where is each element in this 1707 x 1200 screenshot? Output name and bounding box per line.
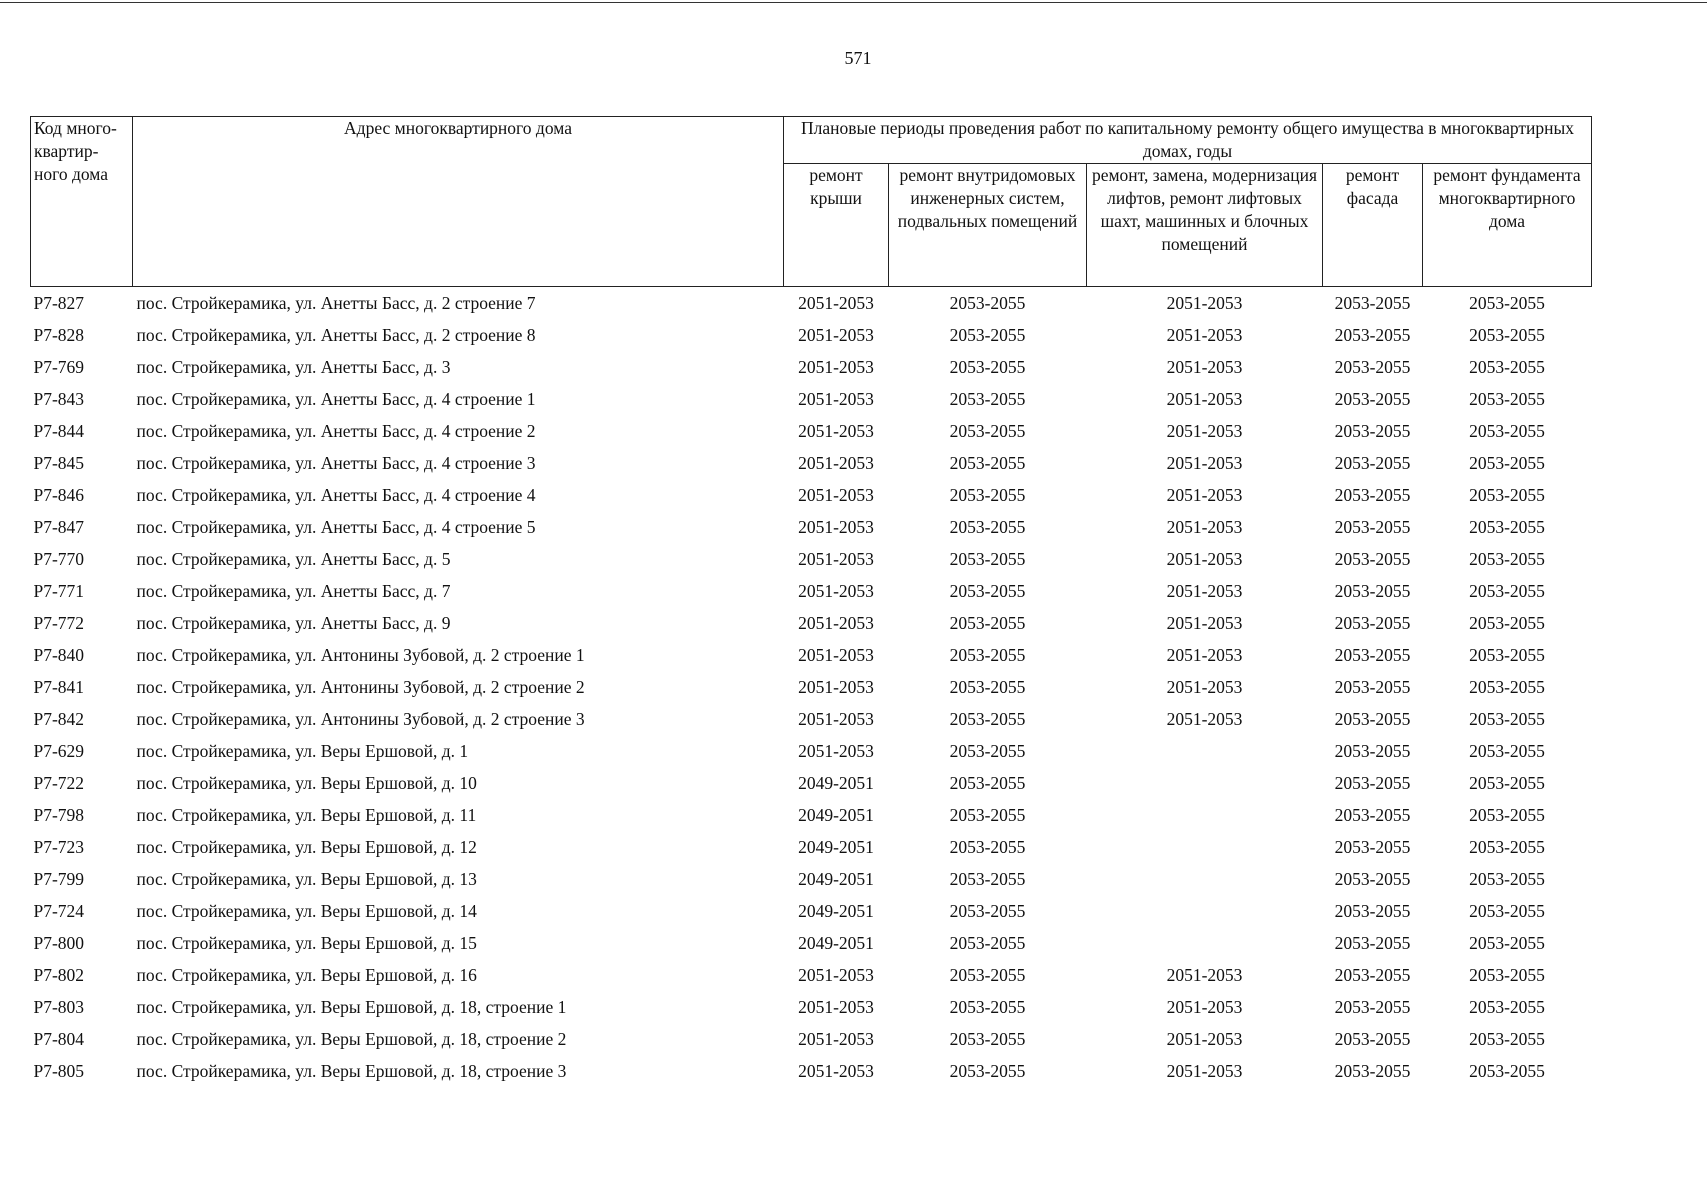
- roof-period-cell: 2051-2053: [798, 644, 874, 665]
- header-roof-repair: ремонт крыши: [784, 164, 889, 287]
- roof-period-cell: 2051-2053: [798, 964, 874, 985]
- building-code-cell: Р7-842: [33, 708, 85, 729]
- building-code-cell: Р7-771: [33, 580, 85, 601]
- facade-period-cell: 2053-2055: [1334, 612, 1411, 633]
- facade-period-cell: 2053-2055: [1334, 772, 1411, 793]
- building-code-cell: Р7-843: [33, 388, 85, 409]
- foundation-period-cell: 2053-2055: [1469, 804, 1545, 825]
- engineering-period-cell: 2053-2055: [949, 324, 1026, 345]
- roof-period-cell: 2051-2053: [798, 356, 874, 377]
- lift-period-cell: 2051-2053: [1166, 484, 1243, 505]
- foundation-period-cell: 2053-2055: [1469, 676, 1545, 697]
- roof-period-cell: 2051-2053: [798, 452, 874, 473]
- table-row: [31, 927, 1592, 959]
- address-cell: пос. Стройкерамика, ул. Веры Ершовой, д. 16: [136, 964, 477, 985]
- address-cell: пос. Стройкерамика, ул. Анетты Басс, д. 4 строение 4: [136, 484, 536, 505]
- lift-period-cell: 2051-2053: [1166, 420, 1243, 441]
- building-code-cell: Р7-827: [33, 292, 85, 313]
- header-engineering-systems: ремонт внутридомовых инженерных систем, подвальных помещений: [889, 164, 1087, 287]
- building-code-cell: Р7-770: [33, 548, 85, 569]
- facade-period-cell: 2053-2055: [1334, 292, 1411, 313]
- engineering-period-cell: 2053-2055: [949, 1060, 1026, 1081]
- address-cell: пос. Стройкерамика, ул. Анетты Басс, д. 7: [136, 580, 451, 601]
- foundation-period-cell: 2053-2055: [1469, 772, 1545, 793]
- facade-period-cell: 2053-2055: [1334, 644, 1411, 665]
- lift-period-cell: [1087, 927, 1323, 959]
- lift-period-cell: [1087, 799, 1323, 831]
- facade-period-cell: 2053-2055: [1334, 516, 1411, 537]
- foundation-period-cell: 2053-2055: [1469, 644, 1545, 665]
- roof-period-cell: 2049-2051: [798, 868, 874, 889]
- engineering-period-cell: 2053-2055: [949, 548, 1026, 569]
- roof-period-cell: 2051-2053: [798, 1028, 874, 1049]
- address-cell: пос. Стройкерамика, ул. Веры Ершовой, д. 14: [136, 900, 477, 921]
- foundation-period-cell: 2053-2055: [1469, 356, 1545, 377]
- engineering-period-cell: 2053-2055: [949, 900, 1026, 921]
- roof-period-cell: 2051-2053: [798, 580, 874, 601]
- table-row: [31, 351, 1592, 383]
- address-cell: пос. Стройкерамика, ул. Анетты Басс, д. 5: [136, 548, 451, 569]
- table-row: [31, 703, 1592, 735]
- building-code-cell: Р7-844: [33, 420, 85, 441]
- lift-period-cell: 2051-2053: [1166, 292, 1243, 313]
- header-planned-periods: Плановые периоды проведения работ по капитальному ремонту общего имущества в многоквартирных домах, годы: [784, 117, 1592, 164]
- foundation-period-cell: 2053-2055: [1469, 900, 1545, 921]
- facade-period-cell: 2053-2055: [1334, 484, 1411, 505]
- address-cell: пос. Стройкерамика, ул. Веры Ершовой, д. 10: [136, 772, 477, 793]
- building-code-cell: Р7-847: [33, 516, 85, 537]
- table-row: [31, 991, 1592, 1023]
- table-row: [31, 831, 1592, 863]
- lift-period-cell: 2051-2053: [1166, 644, 1243, 665]
- foundation-period-cell: 2053-2055: [1469, 580, 1545, 601]
- building-code-cell: Р7-799: [33, 868, 85, 889]
- facade-period-cell: 2053-2055: [1334, 676, 1411, 697]
- engineering-period-cell: 2053-2055: [949, 708, 1026, 729]
- address-cell: пос. Стройкерамика, ул. Веры Ершовой, д. 18, строение 1: [136, 996, 567, 1017]
- building-code-cell: Р7-802: [33, 964, 85, 985]
- lift-period-cell: [1087, 895, 1323, 927]
- table-row: [31, 1055, 1592, 1087]
- building-code-cell: Р7-828: [33, 324, 85, 345]
- building-code-cell: Р7-803: [33, 996, 85, 1017]
- table-row: [31, 319, 1592, 351]
- foundation-period-cell: 2053-2055: [1469, 612, 1545, 633]
- lift-period-cell: 2051-2053: [1166, 452, 1243, 473]
- foundation-period-cell: 2053-2055: [1469, 740, 1545, 761]
- building-code-cell: Р7-724: [33, 900, 85, 921]
- address-cell: пос. Стройкерамика, ул. Антонины Зубовой, д. 2 строение 3: [136, 708, 585, 729]
- building-code-cell: Р7-629: [33, 740, 85, 761]
- facade-period-cell: 2053-2055: [1334, 900, 1411, 921]
- engineering-period-cell: 2053-2055: [949, 644, 1026, 665]
- page-number: 571: [844, 48, 872, 68]
- top-border-line: [0, 2, 1707, 3]
- lift-period-cell: 2051-2053: [1166, 708, 1243, 729]
- roof-period-cell: 2051-2053: [798, 292, 874, 313]
- lift-period-cell: [1087, 735, 1323, 767]
- address-cell: пос. Стройкерамика, ул. Веры Ершовой, д. 12: [136, 836, 477, 857]
- facade-period-cell: 2053-2055: [1334, 708, 1411, 729]
- building-code-cell: Р7-845: [33, 452, 85, 473]
- table-row: [31, 1023, 1592, 1055]
- foundation-period-cell: 2053-2055: [1469, 324, 1545, 345]
- engineering-period-cell: 2053-2055: [949, 772, 1026, 793]
- engineering-period-cell: 2053-2055: [949, 996, 1026, 1017]
- table-body: [31, 287, 1592, 1088]
- table-row: [31, 671, 1592, 703]
- lift-period-cell: 2051-2053: [1166, 1060, 1243, 1081]
- address-cell: пос. Стройкерамика, ул. Веры Ершовой, д. 18, строение 2: [136, 1028, 567, 1049]
- table-row: [31, 511, 1592, 543]
- building-code-cell: Р7-804: [33, 1028, 85, 1049]
- address-cell: пос. Стройкерамика, ул. Веры Ершовой, д. 15: [136, 932, 477, 953]
- lift-period-cell: 2051-2053: [1166, 324, 1243, 345]
- engineering-period-cell: 2053-2055: [949, 580, 1026, 601]
- engineering-period-cell: 2053-2055: [949, 612, 1026, 633]
- foundation-period-cell: 2053-2055: [1469, 1028, 1545, 1049]
- roof-period-cell: 2051-2053: [798, 516, 874, 537]
- facade-period-cell: 2053-2055: [1334, 740, 1411, 761]
- roof-period-cell: 2049-2051: [798, 932, 874, 953]
- lift-period-cell: [1087, 831, 1323, 863]
- facade-period-cell: 2053-2055: [1334, 996, 1411, 1017]
- engineering-period-cell: 2053-2055: [949, 420, 1026, 441]
- facade-period-cell: 2053-2055: [1334, 356, 1411, 377]
- lift-period-cell: 2051-2053: [1166, 516, 1243, 537]
- foundation-period-cell: 2053-2055: [1469, 516, 1545, 537]
- facade-period-cell: 2053-2055: [1334, 1028, 1411, 1049]
- roof-period-cell: 2051-2053: [798, 548, 874, 569]
- header-facade-repair: ремонт фасада: [1323, 164, 1423, 287]
- building-code-cell: Р7-723: [33, 836, 85, 857]
- building-code-cell: Р7-841: [33, 676, 85, 697]
- address-cell: пос. Стройкерамика, ул. Веры Ершовой, д. 18, строение 3: [136, 1060, 567, 1081]
- building-code-cell: Р7-722: [33, 772, 85, 793]
- foundation-period-cell: 2053-2055: [1469, 452, 1545, 473]
- table-row: [31, 895, 1592, 927]
- address-cell: пос. Стройкерамика, ул. Антонины Зубовой, д. 2 строение 2: [136, 676, 585, 697]
- engineering-period-cell: 2053-2055: [949, 356, 1026, 377]
- document-sheet: [30, 116, 1592, 1087]
- table-row: [31, 735, 1592, 767]
- table-row: [31, 639, 1592, 671]
- lift-period-cell: [1087, 863, 1323, 895]
- table-row: [31, 479, 1592, 511]
- address-cell: пос. Стройкерамика, ул. Анетты Басс, д. 9: [136, 612, 451, 633]
- address-cell: пос. Стройкерамика, ул. Анетты Басс, д. 3: [136, 356, 451, 377]
- engineering-period-cell: 2053-2055: [949, 292, 1026, 313]
- engineering-period-cell: 2053-2055: [949, 388, 1026, 409]
- address-cell: пос. Стройкерамика, ул. Веры Ершовой, д. 11: [136, 804, 477, 825]
- foundation-period-cell: 2053-2055: [1469, 292, 1545, 313]
- address-cell: пос. Стройкерамика, ул. Анетты Басс, д. 4 строение 3: [136, 452, 536, 473]
- header-address: Адрес многоквартирного дома: [133, 117, 784, 287]
- roof-period-cell: 2051-2053: [798, 612, 874, 633]
- foundation-period-cell: 2053-2055: [1469, 388, 1545, 409]
- roof-period-cell: 2049-2051: [798, 836, 874, 857]
- lift-period-cell: 2051-2053: [1166, 964, 1243, 985]
- table-row: [31, 575, 1592, 607]
- lift-period-cell: 2051-2053: [1166, 996, 1243, 1017]
- table-row: [31, 287, 1592, 320]
- building-code-cell: Р7-805: [33, 1060, 85, 1081]
- engineering-period-cell: 2053-2055: [949, 1028, 1026, 1049]
- roof-period-cell: 2049-2051: [798, 900, 874, 921]
- engineering-period-cell: 2053-2055: [949, 964, 1026, 985]
- roof-period-cell: 2051-2053: [798, 1060, 874, 1081]
- building-code-cell: Р7-798: [33, 804, 85, 825]
- address-cell: пос. Стройкерамика, ул. Анетты Басс, д. 4 строение 1: [136, 388, 536, 409]
- lift-period-cell: 2051-2053: [1166, 356, 1243, 377]
- facade-period-cell: 2053-2055: [1334, 932, 1411, 953]
- table-row: [31, 447, 1592, 479]
- foundation-period-cell: 2053-2055: [1469, 836, 1545, 857]
- foundation-period-cell: 2053-2055: [1469, 548, 1545, 569]
- roof-period-cell: 2049-2051: [798, 804, 874, 825]
- building-code-cell: Р7-772: [33, 612, 85, 633]
- table-row: [31, 543, 1592, 575]
- lift-period-cell: 2051-2053: [1166, 548, 1243, 569]
- engineering-period-cell: 2053-2055: [949, 804, 1026, 825]
- foundation-period-cell: 2053-2055: [1469, 1060, 1545, 1081]
- building-code-cell: Р7-800: [33, 932, 85, 953]
- lift-period-cell: 2051-2053: [1166, 612, 1243, 633]
- facade-period-cell: 2053-2055: [1334, 1060, 1411, 1081]
- foundation-period-cell: 2053-2055: [1469, 964, 1545, 985]
- facade-period-cell: 2053-2055: [1334, 324, 1411, 345]
- foundation-period-cell: 2053-2055: [1469, 996, 1545, 1017]
- facade-period-cell: 2053-2055: [1334, 804, 1411, 825]
- foundation-period-cell: 2053-2055: [1469, 868, 1545, 889]
- capital-repair-schedule-table: [30, 116, 1592, 1087]
- facade-period-cell: 2053-2055: [1334, 836, 1411, 857]
- address-cell: пос. Стройкерамика, ул. Анетты Басс, д. 4 строение 5: [136, 516, 536, 537]
- roof-period-cell: 2051-2053: [798, 420, 874, 441]
- header-foundation-repair: ремонт фундамента многоквартирного дома: [1423, 164, 1592, 287]
- table-row: [31, 415, 1592, 447]
- roof-period-cell: 2051-2053: [798, 676, 874, 697]
- engineering-period-cell: 2053-2055: [949, 868, 1026, 889]
- foundation-period-cell: 2053-2055: [1469, 708, 1545, 729]
- facade-period-cell: 2053-2055: [1334, 388, 1411, 409]
- foundation-period-cell: 2053-2055: [1469, 420, 1545, 441]
- building-code-cell: Р7-846: [33, 484, 85, 505]
- address-cell: пос. Стройкерамика, ул. Анетты Басс, д. 4 строение 2: [136, 420, 536, 441]
- engineering-period-cell: 2053-2055: [949, 676, 1026, 697]
- lift-period-cell: 2051-2053: [1166, 580, 1243, 601]
- table-row: [31, 607, 1592, 639]
- address-cell: пос. Стройкерамика, ул. Веры Ершовой, д. 1: [136, 740, 469, 761]
- facade-period-cell: 2053-2055: [1334, 964, 1411, 985]
- engineering-period-cell: 2053-2055: [949, 452, 1026, 473]
- lift-period-cell: 2051-2053: [1166, 388, 1243, 409]
- building-code-cell: Р7-769: [33, 356, 85, 377]
- table-row: [31, 959, 1592, 991]
- address-cell: пос. Стройкерамика, ул. Анетты Басс, д. 2 строение 7: [136, 292, 536, 313]
- facade-period-cell: 2053-2055: [1334, 580, 1411, 601]
- facade-period-cell: 2053-2055: [1334, 548, 1411, 569]
- facade-period-cell: 2053-2055: [1334, 868, 1411, 889]
- lift-period-cell: 2051-2053: [1166, 1028, 1243, 1049]
- address-cell: пос. Стройкерамика, ул. Веры Ершовой, д. 13: [136, 868, 477, 889]
- foundation-period-cell: 2053-2055: [1469, 932, 1545, 953]
- table-header: [31, 117, 1592, 287]
- table-row: [31, 767, 1592, 799]
- lift-period-cell: [1087, 767, 1323, 799]
- header-building-code: Код много-квартир-ного дома: [31, 117, 133, 287]
- roof-period-cell: 2049-2051: [798, 772, 874, 793]
- table-row: [31, 383, 1592, 415]
- foundation-period-cell: 2053-2055: [1469, 484, 1545, 505]
- engineering-period-cell: 2053-2055: [949, 484, 1026, 505]
- roof-period-cell: 2051-2053: [798, 324, 874, 345]
- table-row: [31, 863, 1592, 895]
- address-cell: пос. Стройкерамика, ул. Антонины Зубовой, д. 2 строение 1: [136, 644, 585, 665]
- roof-period-cell: 2051-2053: [798, 740, 874, 761]
- engineering-period-cell: 2053-2055: [949, 516, 1026, 537]
- roof-period-cell: 2051-2053: [798, 708, 874, 729]
- roof-period-cell: 2051-2053: [798, 996, 874, 1017]
- building-code-cell: Р7-840: [33, 644, 85, 665]
- facade-period-cell: 2053-2055: [1334, 452, 1411, 473]
- table-row: [31, 799, 1592, 831]
- lift-period-cell: 2051-2053: [1166, 676, 1243, 697]
- header-lift-repair: ремонт, замена, модернизация лифтов, ремонт лифтовых шахт, машинных и блочных помещений: [1087, 164, 1323, 287]
- roof-period-cell: 2051-2053: [798, 484, 874, 505]
- engineering-period-cell: 2053-2055: [949, 740, 1026, 761]
- engineering-period-cell: 2053-2055: [949, 836, 1026, 857]
- roof-period-cell: 2051-2053: [798, 388, 874, 409]
- address-cell: пос. Стройкерамика, ул. Анетты Басс, д. 2 строение 8: [136, 324, 536, 345]
- engineering-period-cell: 2053-2055: [949, 932, 1026, 953]
- facade-period-cell: 2053-2055: [1334, 420, 1411, 441]
